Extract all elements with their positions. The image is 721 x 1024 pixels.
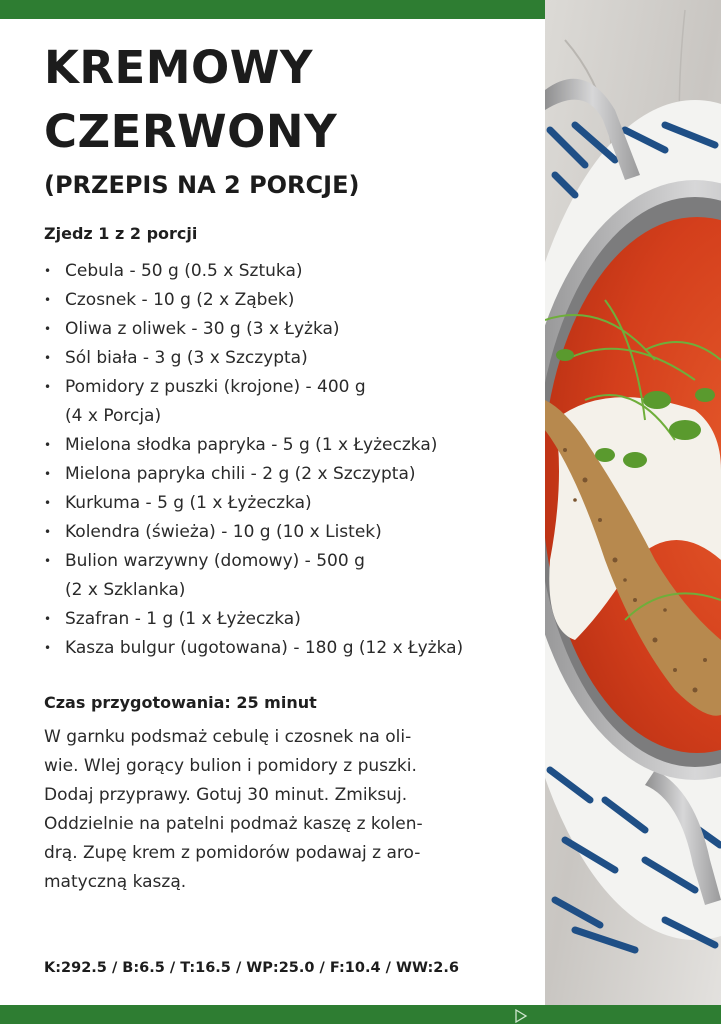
ingredient-item: • Oliwa z oliwek - 30 g (3 x Łyżka) [44,315,534,344]
ingredient-item: • Kurkuma - 5 g (1 x Łyżeczka) [44,489,534,518]
portion-note: Zjedz 1 z 2 porcji [44,224,198,243]
top-accent-bar [0,0,545,19]
ingredient-text-cont: (4 x Porcja) [65,406,162,426]
instruction-line: Dodaj przyprawy. Gotuj 30 minut. Zmiksuj. [44,785,408,805]
prep-time: Czas przygotowania: 25 minut [44,693,317,712]
recipe-subtitle: (PRZEPIS NA 2 PORCJE) [44,171,360,199]
instruction-line: matyczną kaszą. [44,872,187,892]
instruction-line: Oddzielnie na patelni podmaż kaszę z kolen- [44,814,423,834]
ingredient-text: Pomidory z puszki (krojone) - 400 g [65,377,366,397]
nutrition-facts: K:292.5 / B:6.5 / T:16.5 / WP:25.0 / F:10.4 / WW:2.6 [44,960,459,976]
soup-photo [545,0,721,1005]
ingredient-text-cont: (2 x Szklanka) [65,580,186,600]
instruction-line: W garnku podsmaż cebulę i czosnek na oli- [44,727,412,747]
ingredient-item: • Mielona papryka chili - 2 g (2 x Szczypta) [44,460,534,489]
title-line-1: KREMOWY [44,41,314,94]
instruction-line: wie. Wlej gorący bulion i pomidory z puszki. [44,756,417,776]
ingredient-item: • Szafran - 1 g (1 x Łyżeczka) [44,605,534,634]
ingredient-item [44,373,534,431]
recipe-title [44,36,534,164]
ingredients-list [44,257,534,663]
title-line-2: CZERWONY [44,105,338,158]
ingredient-item: • Kasza bulgur (ugotowana) - 180 g (12 x Łyżka) [44,634,534,663]
ingredient-item: • Sól biała - 3 g (3 x Szczypta) [44,344,534,373]
ingredient-item: • Cebula - 50 g (0.5 x Sztuka) [44,257,534,286]
ingredient-item: • Mielona słodka papryka - 5 g (1 x Łyżeczka) [44,431,534,460]
ingredient-text: Bulion warzywny (domowy) - 500 g [65,551,365,571]
ingredient-item [44,547,534,605]
instruction-line: drą. Zupę krem z pomidorów podawaj z aro- [44,843,421,863]
play-triangle-icon[interactable] [514,1009,528,1023]
recipe-content [44,36,534,897]
bottom-accent-bar [0,1005,721,1024]
ingredient-item: • Kolendra (świeża) - 10 g (10 x Listek) [44,518,534,547]
instructions [44,723,506,897]
ingredient-item: • Czosnek - 10 g (2 x Ząbek) [44,286,534,315]
